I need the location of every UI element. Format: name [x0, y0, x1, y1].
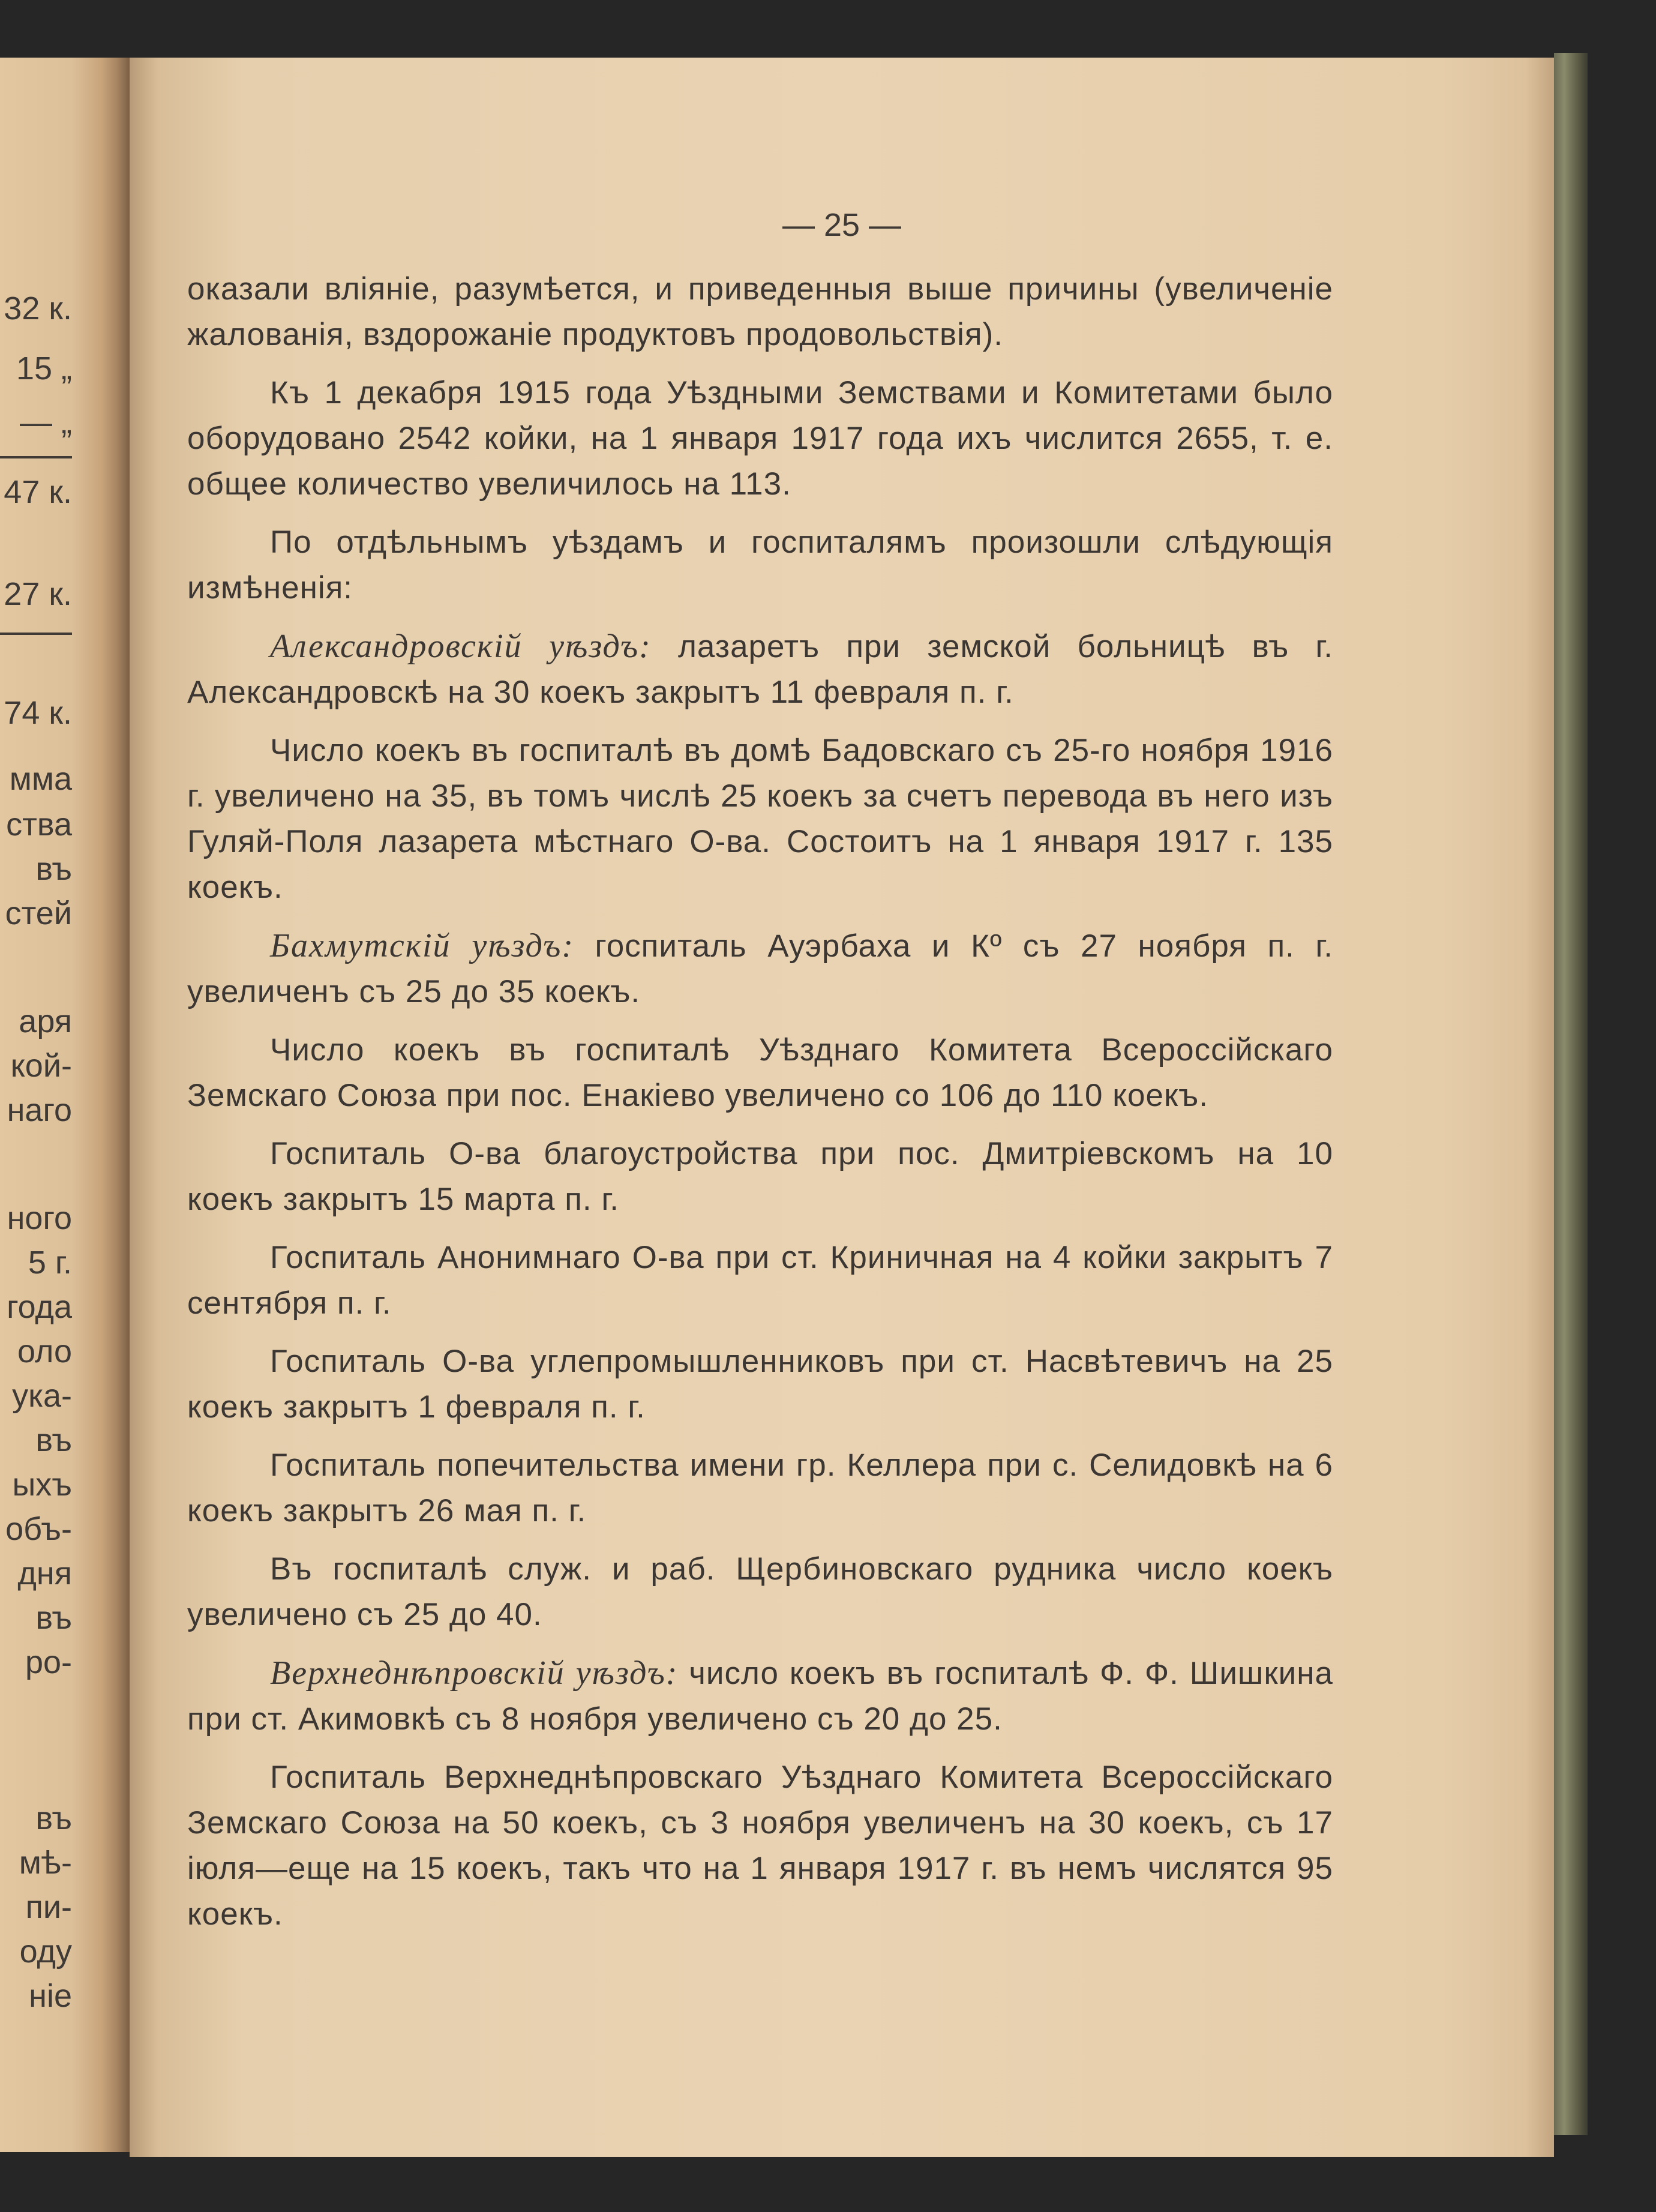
paragraph-text: Госпиталь О-ва углепромышленниковъ при ст. Насвѣтевичъ на 25 коекъ закрытъ 1 февраля п. г. — [187, 1344, 1333, 1425]
paragraph — [187, 1650, 1333, 1742]
left-line: ного — [7, 1200, 72, 1236]
paragraph-text: Госпиталь Анонимнаго О-ва при ст. Криничная на 4 койки закрытъ 7 сентября п. г. — [187, 1240, 1333, 1321]
left-line: пи- — [25, 1889, 72, 1925]
left-line: 15 „ — [16, 350, 72, 386]
paragraph — [187, 1131, 1333, 1222]
left-line: ро- — [25, 1644, 72, 1680]
left-line: въ — [35, 1600, 72, 1636]
page-body — [187, 266, 1333, 1950]
paragraph — [187, 1339, 1333, 1430]
left-line: ыхъ — [12, 1467, 72, 1503]
left-line: мма — [9, 761, 72, 797]
paragraph — [187, 520, 1333, 611]
left-line: 47 к. — [4, 474, 72, 510]
left-line: ніе — [29, 1978, 72, 2014]
paragraph-text: Въ госпиталѣ служ. и раб. Щербиновскаго рудника число коекъ увеличено съ 25 до 40. — [187, 1551, 1333, 1632]
paragraph-text: Госпиталь попечительства имени гр. Келлера при с. Селидовкѣ на 6 коекъ закрытъ 26 мая п. г. — [187, 1447, 1333, 1528]
left-line: 27 к. — [4, 576, 72, 612]
left-line: въ — [35, 851, 72, 887]
paragraph-text: Число коекъ въ госпиталѣ въ домѣ Бадовскаго съ 25-го ноября 1916 г. увеличено на 35, въ томъ числѣ 25 коекъ за счетъ перевода въ него изъ Гуляй-Поля лазарета мѣстнаго О-ва. Состоитъ на 1 января 1917 г. 135 коекъ. — [187, 733, 1333, 905]
left-line: ука- — [12, 1378, 72, 1414]
left-line: ства — [6, 807, 72, 843]
paragraph — [187, 923, 1333, 1015]
left-line: 74 к. — [4, 695, 72, 731]
paragraph — [187, 370, 1333, 507]
district-heading: Бахмутскій уѣздъ: — [270, 927, 574, 964]
paragraph — [187, 728, 1333, 910]
district-heading: Верхнеднѣпровскій уѣздъ: — [270, 1654, 679, 1692]
paragraph-text: Число коекъ въ госпиталѣ Уѣзднаго Комитета Всероссійскаго Земскаго Союза при пос. Енакіево увеличено со 106 до 110 коекъ. — [187, 1032, 1333, 1113]
left-line: 32 к. — [4, 290, 72, 326]
left-line: оло — [17, 1333, 72, 1369]
sum-rule — [0, 456, 72, 458]
paragraph-text: По отдѣльнымъ уѣздамъ и госпиталямъ произошли слѣдующія измѣненія: — [187, 524, 1333, 606]
left-line: дня — [17, 1555, 72, 1591]
left-line: стей — [5, 895, 72, 931]
left-line: 5 г. — [28, 1245, 72, 1281]
left-line: года — [7, 1289, 72, 1325]
paragraph — [187, 1755, 1333, 1937]
paragraph — [187, 1443, 1333, 1534]
paragraph-text: госпиталь Ауэрбаха и Кº съ 27 ноября п. г. увеличенъ съ 25 до 35 коекъ. — [187, 928, 1334, 1009]
paragraph-text: Госпиталь О-ва благоустройства при пос. Дмитріевскомъ на 10 коекъ закрытъ 15 марта п. г. — [187, 1136, 1333, 1217]
paragraph-text: число коекъ въ госпиталѣ Ф. Ф. Шишкина при ст. Акимовкѣ съ 8 ноября увеличено съ 20 до 25. — [187, 1656, 1333, 1737]
left-line: въ — [35, 1422, 72, 1458]
left-line: кой- — [10, 1048, 72, 1084]
left-line: оду — [19, 1934, 72, 1970]
left-line: наго — [7, 1092, 72, 1128]
paragraph — [187, 1027, 1333, 1119]
book-edge — [1554, 53, 1588, 2135]
left-line: въ — [35, 1800, 72, 1836]
sum-rule — [0, 633, 72, 635]
paragraph-text: Къ 1 декабря 1915 года Уѣздными Земствами и Комитетами было оборудовано 2542 койки, на 1 января 1917 года ихъ числится 2655, т. е. общее количество увеличилось на 113. — [187, 375, 1333, 502]
paragraph — [187, 1235, 1333, 1326]
previous-page-fragment — [0, 58, 130, 2152]
paragraph-text: лазаретъ при земской больницѣ въ г. Александровскѣ на 30 коекъ закрытъ 11 февраля п. г. — [187, 629, 1333, 710]
paragraph — [187, 624, 1333, 715]
paragraph — [187, 1546, 1333, 1638]
left-line: объ- — [5, 1511, 72, 1547]
book-page — [130, 58, 1554, 2157]
left-line: аря — [19, 1003, 72, 1039]
left-line: — „ — [20, 404, 72, 440]
paragraph-text: Госпиталь Верхнеднѣпровскаго Уѣзднаго Комитета Всероссійскаго Земскаго Союза на 50 коекъ, съ 3 ноября увеличенъ на 30 коекъ, съ 17 іюля—еще на 15 коекъ, такъ что на 1 января 1917 г. въ немъ числятся 95 коекъ. — [187, 1760, 1333, 1932]
paragraph — [187, 266, 1333, 358]
page-number: — 25 — — [782, 207, 902, 243]
district-heading: Александровскій уѣздъ: — [270, 628, 652, 665]
paragraph-text: оказали вліяніе, разумѣется, и приведенныя выше причины (увеличеніе жалованія, вздорожаніе продуктовъ продовольствія). — [187, 271, 1333, 352]
left-line: мѣ- — [19, 1845, 72, 1881]
